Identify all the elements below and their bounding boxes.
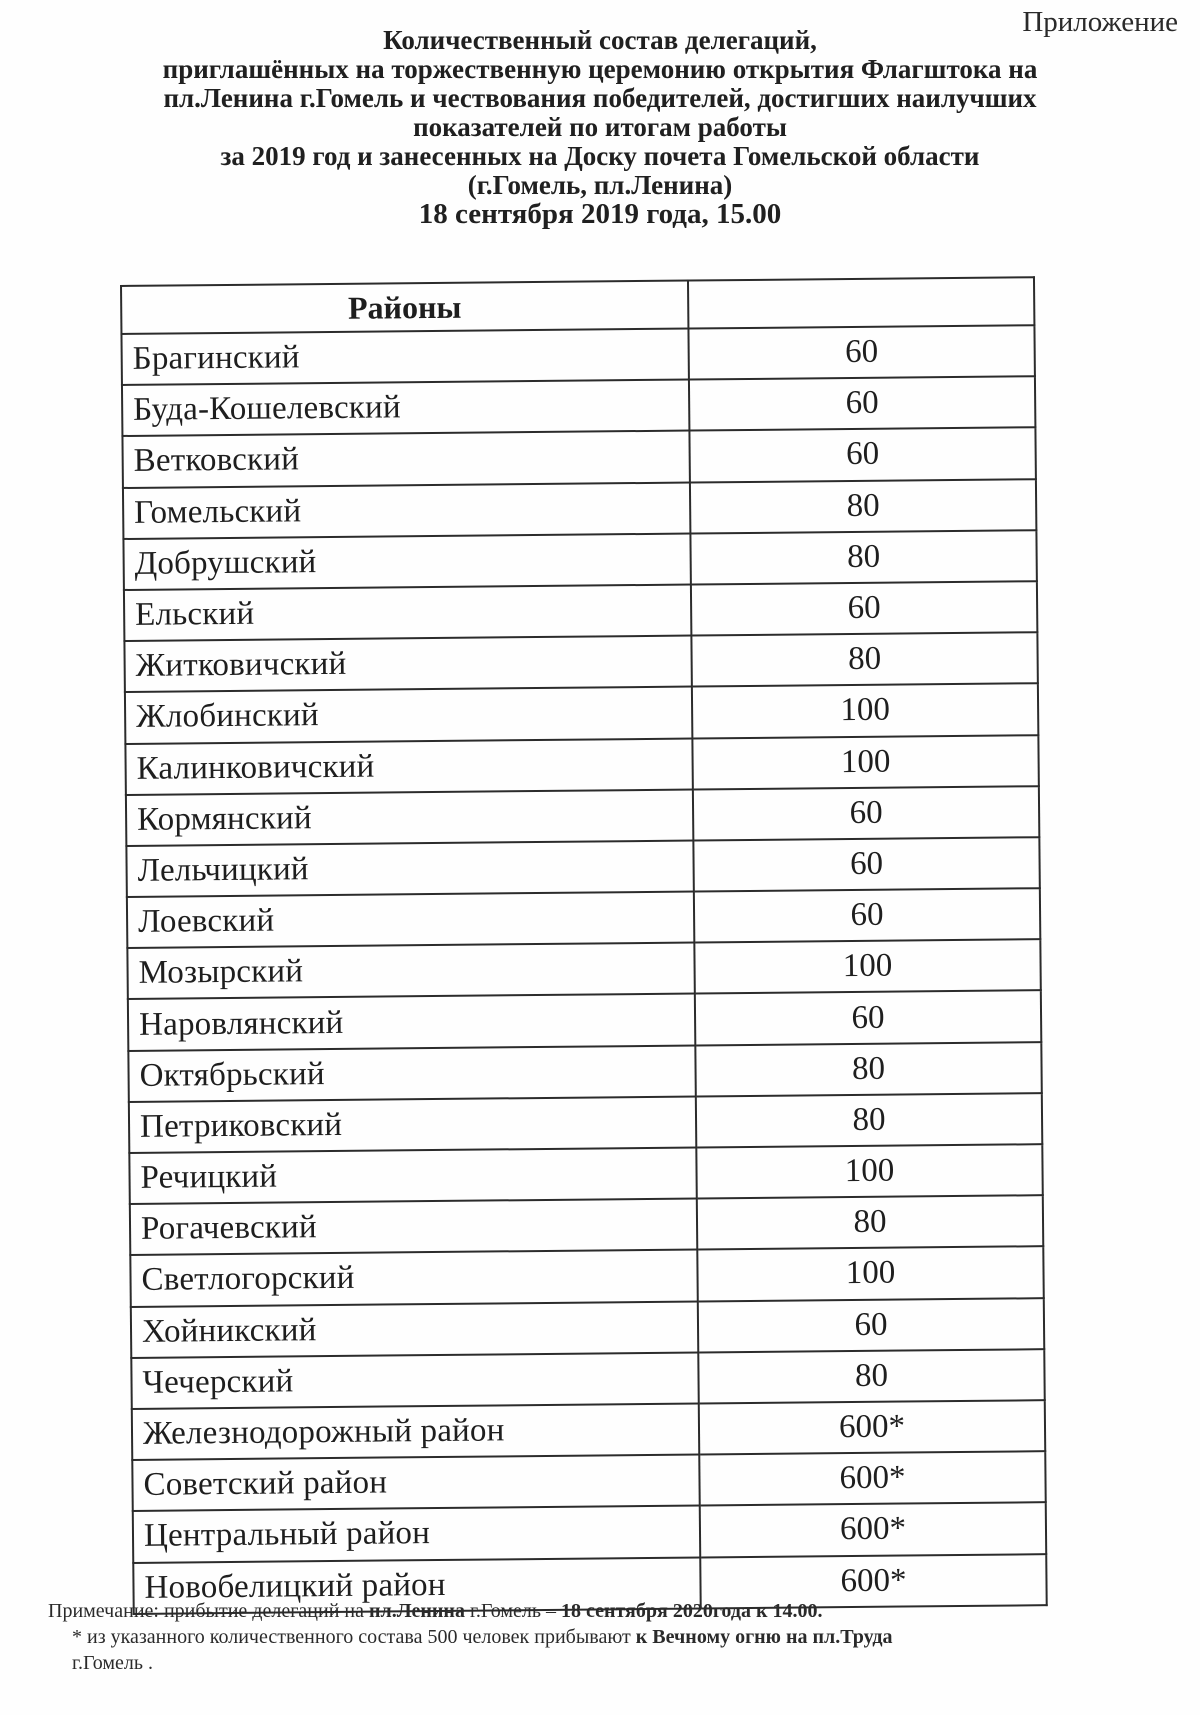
delegation-count: 60	[693, 837, 1039, 892]
delegation-count: 60	[689, 428, 1035, 483]
table-body	[121, 325, 1046, 1613]
district-name: Кормянский	[126, 789, 693, 846]
table-row	[126, 837, 1039, 897]
table-row	[123, 530, 1036, 590]
table-row	[128, 1042, 1041, 1102]
delegation-count: 60	[691, 581, 1037, 636]
district-name: Новобелицкий район	[133, 1557, 700, 1614]
district-name: Центральный район	[133, 1506, 700, 1563]
title-line: показателей по итогам работы	[413, 112, 787, 142]
district-name: Хойникский	[131, 1301, 698, 1358]
appendix-label: Приложение	[1022, 6, 1178, 38]
title-line: пл.Ленина г.Гомель и чествования победителей, достигших наилучших	[163, 83, 1037, 113]
table-row	[126, 786, 1039, 846]
delegation-count: 80	[690, 479, 1036, 534]
table-row	[132, 1400, 1045, 1460]
delegation-count: 100	[692, 735, 1038, 790]
delegation-count: 80	[696, 1093, 1042, 1148]
document-title	[30, 26, 1170, 229]
district-name: Петриковский	[129, 1096, 696, 1153]
district-name: Буда-Кошелевский	[122, 380, 689, 437]
table-row	[129, 1144, 1042, 1204]
delegation-count: 60	[695, 991, 1041, 1046]
table-row	[124, 581, 1037, 641]
title-date-line: 18 сентября 2019 года, 15.00	[418, 198, 782, 230]
delegation-count: 80	[690, 530, 1036, 585]
title-line: приглашённых на торжественную церемонию открытия Флагштока на	[162, 54, 1038, 84]
district-name: Октябрьский	[128, 1045, 695, 1102]
district-name: Калинковичский	[125, 738, 692, 795]
delegation-count: 600*	[699, 1400, 1045, 1455]
note-line-3: г.Гомель .	[72, 1652, 154, 1674]
table-header-row	[121, 277, 1034, 334]
table-row	[125, 684, 1038, 744]
delegation-count: 100	[694, 939, 1040, 994]
table-row	[127, 888, 1040, 948]
delegation-count: 100	[692, 684, 1038, 739]
district-name: Лоевский	[127, 892, 694, 949]
district-name: Гомельский	[123, 482, 690, 539]
note-text: Примечание: прибытие делегаций на	[48, 1600, 369, 1622]
delegation-count: 600*	[700, 1554, 1046, 1609]
delegation-count: 100	[696, 1144, 1042, 1199]
table-row	[122, 376, 1035, 436]
district-name: Брагинский	[121, 329, 688, 386]
delegation-count: 600*	[700, 1502, 1046, 1557]
table-row	[127, 939, 1040, 999]
district-name: Житковичский	[124, 636, 691, 693]
district-name: Речицкий	[129, 1148, 696, 1205]
delegation-count: 80	[698, 1349, 1044, 1404]
district-name: Наровлянский	[128, 994, 695, 1051]
district-name: Чечерский	[131, 1352, 698, 1409]
column-header-count	[688, 277, 1034, 328]
district-name: Жлобинский	[125, 687, 692, 744]
table-row	[124, 632, 1037, 692]
district-name: Железнодорожный район	[132, 1403, 699, 1460]
title-line: (г.Гомель, пл.Ленина)	[467, 170, 733, 200]
district-name: Ветковский	[122, 431, 689, 488]
note-destination: к Вечному огню на пл.Труда	[635, 1626, 893, 1648]
note-text: г.Гомель –	[464, 1600, 561, 1622]
table-row	[125, 735, 1038, 795]
delegation-count: 80	[697, 1195, 1043, 1250]
table-row	[121, 325, 1034, 385]
note-line-1	[48, 1598, 1178, 1624]
delegation-count: 60	[694, 888, 1040, 943]
delegation-count: 80	[691, 632, 1037, 687]
delegation-count: 60	[693, 786, 1039, 841]
table-row	[128, 991, 1041, 1051]
table-row	[132, 1451, 1045, 1511]
note-line-2	[48, 1624, 1178, 1650]
delegation-count: 60	[689, 376, 1035, 431]
delegation-count: 60	[688, 325, 1034, 380]
table-row	[123, 479, 1036, 539]
column-header-districts: Районы	[121, 281, 688, 334]
note-arrival-time: 18 сентября 2020года к 14.00.	[560, 1600, 823, 1622]
district-name: Лельчицкий	[126, 840, 693, 897]
table-row	[133, 1502, 1046, 1562]
table-row	[122, 428, 1035, 488]
table-row	[130, 1195, 1043, 1255]
delegation-count: 100	[697, 1247, 1043, 1302]
district-name: Добрушский	[123, 533, 690, 590]
table-row	[129, 1093, 1042, 1153]
note-location: пл.Ленина	[368, 1600, 465, 1622]
table-row	[130, 1247, 1043, 1307]
title-line: за 2019 год и занесенных на Доску почета Гомельской области	[220, 141, 980, 171]
footnote	[48, 1598, 1178, 1676]
delegation-count: 80	[695, 1042, 1041, 1097]
district-name: Мозырский	[127, 943, 694, 1000]
delegation-count: 600*	[699, 1451, 1045, 1506]
delegation-count: 60	[698, 1298, 1044, 1353]
title-line: Количественный состав делегаций,	[383, 25, 817, 55]
note-text: * из указанного количественного состава 500 человек прибывают	[72, 1626, 636, 1648]
district-name: Рогачевский	[130, 1199, 697, 1256]
table-row	[131, 1298, 1044, 1358]
delegations-table	[120, 276, 1048, 1614]
district-name: Советский район	[132, 1455, 699, 1512]
district-name: Светлогорский	[130, 1250, 697, 1307]
district-name: Ельский	[124, 584, 691, 641]
table-row	[131, 1349, 1044, 1409]
